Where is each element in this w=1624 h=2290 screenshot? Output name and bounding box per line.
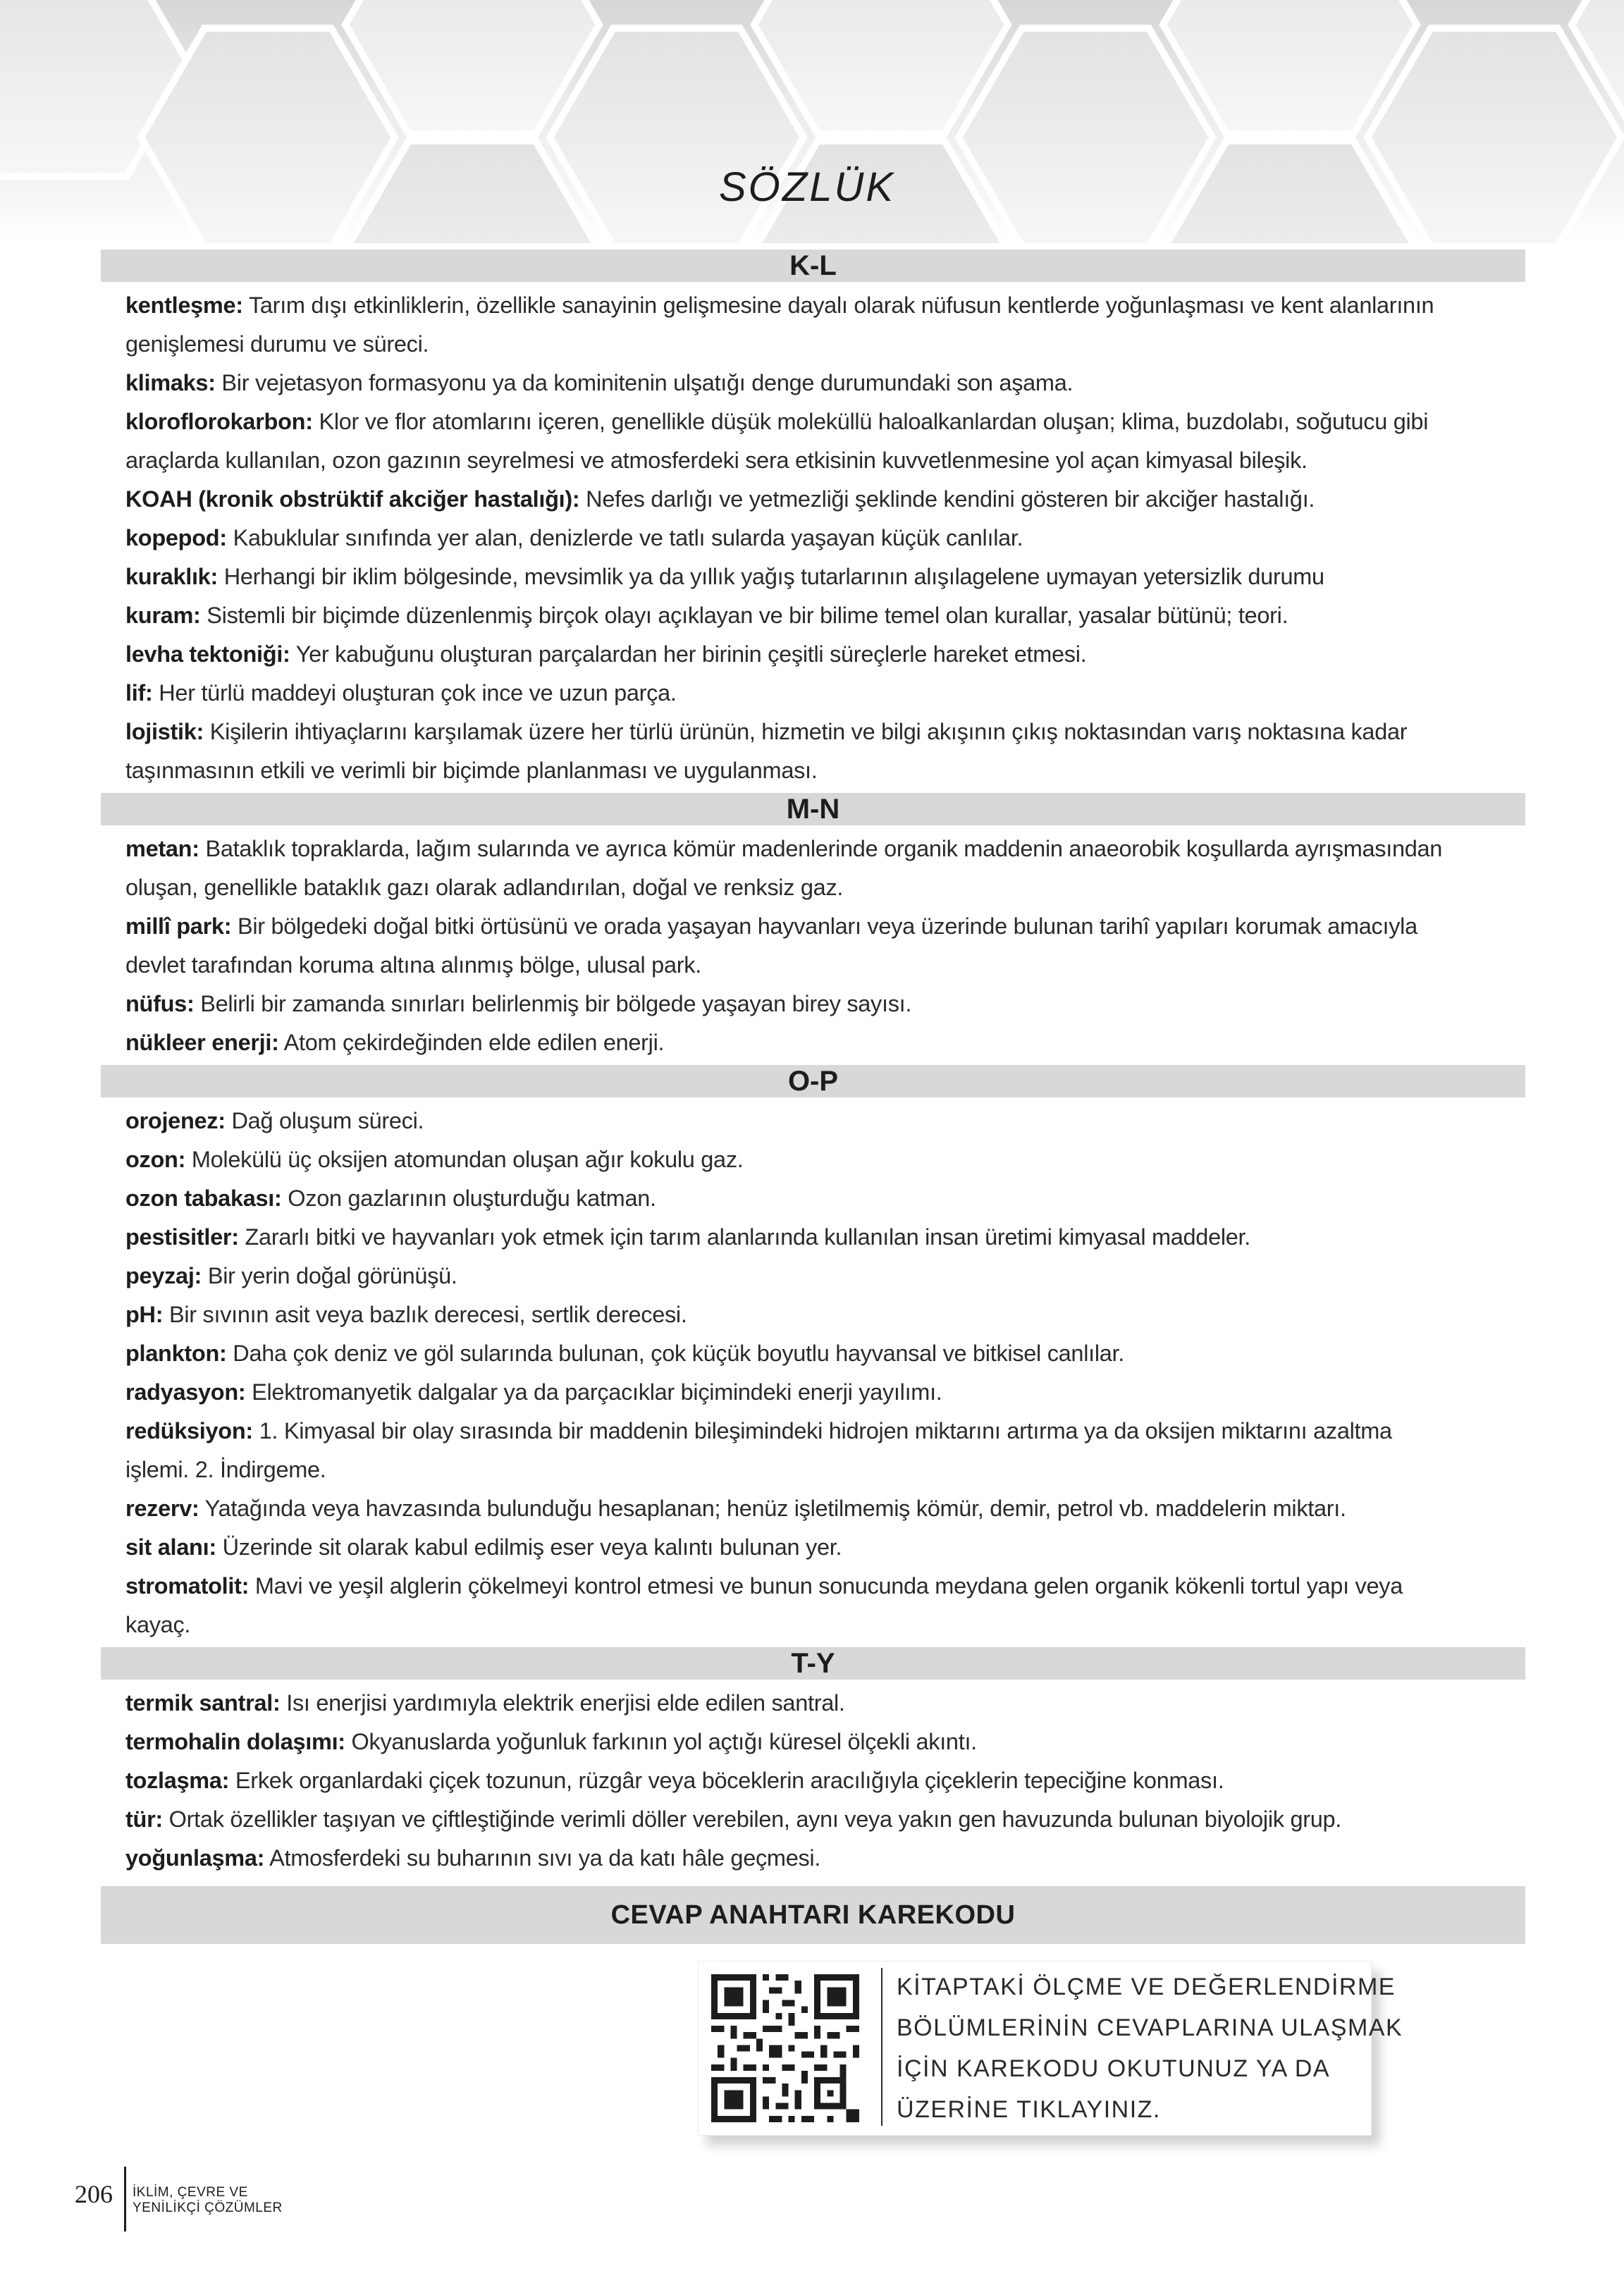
entry-definition: Mavi ve yeşil alglerin çökelmeyi kontrol etmesi ve bunun sonucunda meydana gelen organik kökenli tortul yapı veya kayaç. (125, 1573, 1403, 1637)
glossary-entry (125, 1023, 1458, 1062)
glossary-entry (125, 985, 1458, 1023)
glossary-entry (125, 1684, 1458, 1723)
entry-term: metan: (125, 836, 199, 861)
glossary-entry (125, 1295, 1458, 1334)
entry-definition: Bir sıvının asit veya bazlık derecesi, sertlik derecesi. (163, 1302, 687, 1327)
glossary-entry (125, 480, 1458, 519)
glossary-entry (125, 635, 1458, 674)
entry-definition: Isı enerjisi yardımıyla elektrik enerjisi elde edilen santral. (280, 1690, 845, 1716)
entry-definition: Erkek organlardaki çiçek tozunun, rüzgâr veya böceklerin aracılığıyla çiçeklerin tepeciğine konması. (229, 1768, 1224, 1793)
entry-term: yoğunlaşma: (125, 1845, 265, 1871)
entry-term: nükleer enerji: (125, 1030, 279, 1055)
section-entries-o-p (0, 1102, 1458, 1644)
glossary-entry (125, 1723, 1458, 1761)
entry-term: kopepod: (125, 525, 227, 550)
glossary-entry (125, 1140, 1458, 1179)
entry-term: lif: (125, 680, 153, 706)
entry-term: orojenez: (125, 1108, 226, 1133)
glossary-entry (125, 1839, 1458, 1878)
entry-definition: Molekülü üç oksijen atomundan oluşan ağır kokulu gaz. (185, 1147, 744, 1172)
entry-term: tür: (125, 1806, 163, 1832)
qr-section-heading: CEVAP ANAHTARI KAREKODU (101, 1886, 1525, 1944)
entry-definition: Yatağında veya havzasında bulunduğu hesaplanan; henüz işletilmemiş kömür, demir, petrol vb. maddelerin miktarı. (199, 1496, 1346, 1521)
entry-definition: Herhangi bir iklim bölgesinde, mevsimlik ya da yıllık yağış tutarlarının alışılagelene uymayan yetersizlik durumu (217, 564, 1324, 589)
glossary-entry (125, 674, 1458, 713)
entry-term: ozon: (125, 1147, 186, 1172)
glossary-entry (125, 1373, 1458, 1412)
entry-definition: Bir bölgedeki doğal bitki örtüsünü ve orada yaşayan hayvanları veya üzerinde bulunan tarihî yapıları korumak amacıyla devlet tarafından koruma altına alınmış bölge, ulusal park. (125, 913, 1417, 978)
glossary-entry (125, 1528, 1458, 1567)
page-title: SÖZLÜK (719, 164, 896, 210)
entry-definition: Sistemli bir biçimde düzenlenmiş birçok olayı açıklayan ve bir bilime temel olan kurallar, yasalar bütünü; teori. (200, 603, 1288, 628)
glossary-entry (125, 596, 1458, 635)
entry-term: stromatolit: (125, 1573, 250, 1599)
entry-definition: Daha çok deniz ve göl sularında bulunan, çok küçük boyutlu hayvansal ve bitkisel canlılar. (226, 1341, 1125, 1366)
entry-term: kentleşme: (125, 293, 243, 318)
glossary-entry (125, 286, 1458, 364)
entry-term: tozlaşma: (125, 1768, 230, 1793)
entry-term: millî park: (125, 913, 232, 939)
glossary-entry (125, 907, 1458, 985)
entry-term: pestisitler: (125, 1224, 239, 1250)
entry-definition: Atom çekirdeğinden elde edilen enerji. (278, 1030, 665, 1055)
entry-definition: Üzerinde sit olarak kabul edilmiş eser veya kalıntı bulunan yer. (216, 1534, 842, 1560)
glossary-entry (125, 1257, 1458, 1295)
entry-definition: Okyanuslarda yoğunluk farkının yol açtığı küresel ölçekli akıntı. (345, 1729, 977, 1754)
entry-term: levha tektoniği: (125, 641, 290, 667)
section-heading-t-y: T-Y (101, 1647, 1525, 1680)
glossary-entry (125, 402, 1458, 480)
glossary-entry (125, 1412, 1458, 1489)
entry-definition: Bir vejetasyon formasyonu ya da kominitenin ulşatığı denge durumundaki son aşama. (215, 370, 1074, 395)
qr-code-icon[interactable] (705, 1968, 866, 2129)
section-heading-o-p: O-P (101, 1065, 1525, 1097)
glossary-entry (125, 1218, 1458, 1257)
entry-definition: Nefes darlığı ve yetmezliği şeklinde kendini gösteren bir akciğer hastalığı. (579, 486, 1315, 512)
entry-definition: Elektromanyetik dalgalar ya da parçacıklar biçimindeki enerji yayılımı. (245, 1379, 942, 1405)
glossary-entry (125, 1179, 1458, 1218)
glossary-entry (125, 1489, 1458, 1528)
qr-code-graphic[interactable] (705, 1968, 866, 2129)
entry-term: peyzaj: (125, 1263, 202, 1288)
entry-definition: Kişilerin ihtiyaçlarını karşılamak üzere her türlü ürünün, hizmetin ve bilgi akışının çıkış noktasından varış noktasına kadar taşınmasının etkili ve verimli bir biçimde planlanması ve uygulanması. (125, 719, 1408, 783)
header-hexagon-background (0, 0, 1624, 243)
section-entries-m-n (0, 830, 1458, 1062)
glossary-entry (125, 1800, 1458, 1839)
entry-definition: Klor ve flor atomlarını içeren, genellikle düşük moleküllü haloalkanlardan oluşan; klima, buzdolabı, soğutucu gibi araçlarda kullanılan, ozon gazının seyrelmesi ve atmosferdeki sera etkisinin kuvvetlenmesine yol açan kimyasal bileşik. (125, 409, 1429, 473)
qr-instruction-line: İÇİN KAREKODU OKUTUNUZ YA DA (897, 2055, 1331, 2082)
entry-definition: Kabuklular sınıfında yer alan, denizlerde ve tatlı sularda yaşayan küçük canlılar. (226, 525, 1023, 550)
glossary-entry (125, 1334, 1458, 1373)
section-heading-m-n: M-N (101, 793, 1525, 825)
entry-definition: 1. Kimyasal bir olay sırasında bir maddenin bileşimindeki hidrojen miktarını artırma ya da oksijen miktarını azaltma işlemi. 2. İndirgeme. (125, 1418, 1392, 1482)
entry-term: sit alanı: (125, 1534, 216, 1560)
qr-instruction-line: BÖLÜMLERİNİN CEVAPLARINA ULAŞMAK (897, 2014, 1403, 2041)
entry-term: termohalin dolaşımı: (125, 1729, 345, 1754)
section-heading-k-l: K-L (101, 250, 1525, 282)
entry-term: pH: (125, 1302, 164, 1327)
footer-book-title (133, 2185, 283, 2216)
glossary-entry (125, 1761, 1458, 1800)
entry-definition: Her türlü maddeyi oluşturan çok ince ve uzun parça. (152, 680, 677, 706)
footer-book-title-line: YENİLİKÇİ ÇÖZÜMLER (133, 2200, 283, 2215)
entry-term: kuraklık: (125, 564, 218, 589)
entry-term: kloroflorokarbon: (125, 409, 313, 434)
entry-definition: Tarım dışı etkinliklerin, özellikle sanayinin gelişmesine dayalı olarak nüfusun kentlerde yoğunlaşması ve kent alanlarının genişlemesi durumu ve süreci. (125, 293, 1434, 357)
glossary-entry (125, 558, 1458, 596)
glossary-entry (125, 364, 1458, 402)
glossary-entry (125, 830, 1458, 907)
glossary-entry (125, 1102, 1458, 1140)
entry-definition: Ortak özellikler taşıyan ve çiftleştiğinde verimli döller verebilen, aynı veya yakın gen havuzunda bulunan biyolojik grup. (162, 1806, 1342, 1832)
entry-definition: Yer kabuğunu oluşturan parçalardan her birinin çeşitli süreçlerle hareket etmesi. (290, 641, 1087, 667)
entry-term: redüksiyon: (125, 1418, 253, 1443)
entry-term: lojistik: (125, 719, 204, 744)
entry-definition: Atmosferdeki su buharının sıvı ya da katı hâle geçmesi. (264, 1845, 821, 1871)
entry-definition: Ozon gazlarının oluşturduğu katman. (281, 1186, 656, 1211)
entry-term: plankton: (125, 1341, 227, 1366)
section-entries-k-l (0, 286, 1458, 790)
entry-term: ozon tabakası: (125, 1186, 282, 1211)
glossary-entry (125, 713, 1458, 790)
page-number: 206 (75, 2180, 113, 2208)
glossary (0, 247, 1624, 1878)
entry-term: rezerv: (125, 1496, 199, 1521)
entry-definition: Dağ oluşum süreci. (225, 1108, 424, 1133)
entry-definition: Zararlı bitki ve hayvanları yok etmek için tarım alanlarında kullanılan insan üretimi kimyasal maddeler. (238, 1224, 1251, 1250)
qr-instruction-line: ÜZERİNE TIKLAYINIZ. (897, 2096, 1161, 2123)
entry-definition: Bir yerin doğal görünüşü. (202, 1263, 457, 1288)
entry-term: klimaks: (125, 370, 216, 395)
entry-term: kuram: (125, 603, 201, 628)
footer-book-title-line: İKLİM, ÇEVRE VE (133, 2185, 248, 2200)
entry-term: nüfus: (125, 991, 195, 1016)
entry-term: termik santral: (125, 1690, 281, 1716)
entry-definition: Belirli bir zamanda sınırları belirlenmiş bir bölgede yaşayan birey sayısı. (194, 991, 912, 1016)
footer-divider (124, 2167, 126, 2231)
entry-definition: Bataklık topraklarda, lağım sularında ve ayrıca kömür madenlerinde organik maddenin anaeorobik koşullarda ayrışmasından oluşan, genellikle bataklık gazı olarak adlandırılan, doğal ve renksiz gaz. (125, 836, 1443, 900)
qr-divider (881, 1968, 882, 2126)
entry-term: radyasyon: (125, 1379, 246, 1405)
glossary-entry (125, 519, 1458, 558)
section-entries-t-y (0, 1684, 1458, 1878)
glossary-entry (125, 1567, 1458, 1644)
qr-instruction[interactable] (897, 1966, 1403, 2130)
entry-term: KOAH (kronik obstrüktif akciğer hastalığı): (125, 486, 580, 512)
qr-instruction-line: KİTAPTAKİ ÖLÇME VE DEĞERLENDİRME (897, 1974, 1396, 2000)
